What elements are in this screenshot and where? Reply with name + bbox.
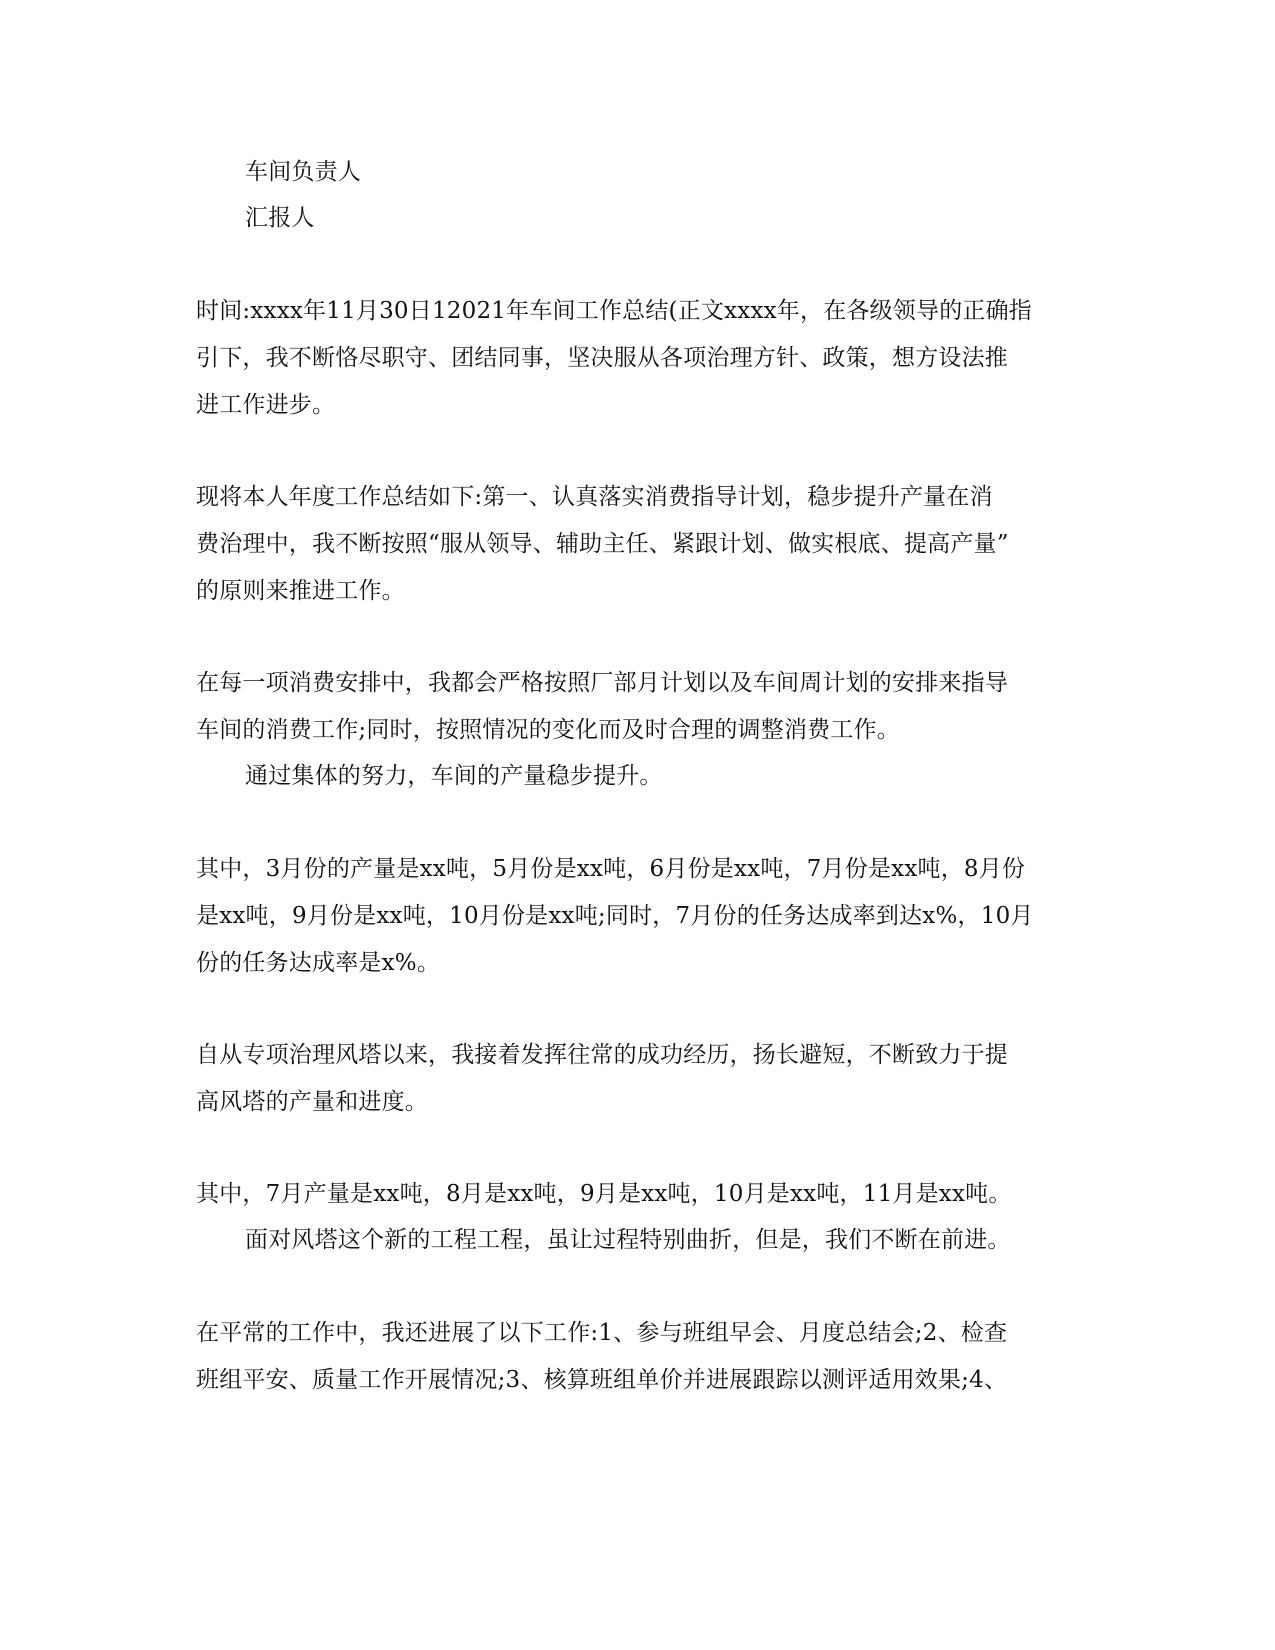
text-line: 在每一项消费安排中，我都会严格按照厂部月计划以及车间周计划的安排来指导 [196, 670, 1008, 696]
text-line: 面对风塔这个新的工程工程，虽让过程特别曲折，但是，我们不断在前进。 [245, 1227, 1011, 1253]
text-line: 车间的消费工作;同时，按照情况的变化而及时合理的调整消费工作。 [196, 717, 900, 743]
text-line: 是xx吨，9月份是xx吨，10月份是xx吨;同时，7月份的任务达成率到达x%，10月 [196, 903, 1034, 929]
workshop-head-label: 车间负责人 [245, 159, 361, 185]
text-line: 班组平安、质量工作开展情况;3、核算班组单价并进展跟踪以测评适用效果;4、 [196, 1367, 1008, 1393]
text-line: 进工作进步。 [196, 392, 336, 418]
text-line: 通过集体的努力，车间的产量稳步提升。 [245, 763, 663, 789]
text-line: 份的任务达成率是x%。 [196, 950, 441, 976]
text-line: 引下，我不断恪尽职守、团结同事，坚决服从各项治理方针、政策，想方设法推 [196, 345, 1008, 371]
text-line: 在平常的工作中，我还进展了以下工作:1、参与班组早会、月度总结会;2、检查 [196, 1320, 1008, 1346]
text-line: 高风塔的产量和进度。 [196, 1089, 428, 1115]
text-line: 的原则来推进工作。 [196, 578, 405, 604]
text-line: 自从专项治理风塔以来，我接着发挥往常的成功经历，扬长避短，不断致力于提 [196, 1042, 1008, 1068]
text-line: 现将本人年度工作总结如下:第一、认真落实消费指导计划，稳步提升产量在消 [196, 484, 993, 510]
text-line: 其中，7月产量是xx吨，8月是xx吨，9月是xx吨，10月是xx吨，11月是xx吨。 [196, 1181, 1012, 1207]
text-line: 时间:xxxx年11月30日12021年车间工作总结(正文xxxx年，在各级领导的正确指 [196, 298, 1032, 324]
reporter-label: 汇报人 [245, 205, 315, 231]
text-line: 其中，3月份的产量是xx吨，5月份是xx吨，6月份是xx吨，7月份是xx吨，8月份 [196, 856, 1026, 882]
text-line: 费治理中，我不断按照“服从领导、辅助主任、紧跟计划、做实根底、提高产量” [196, 531, 1009, 557]
